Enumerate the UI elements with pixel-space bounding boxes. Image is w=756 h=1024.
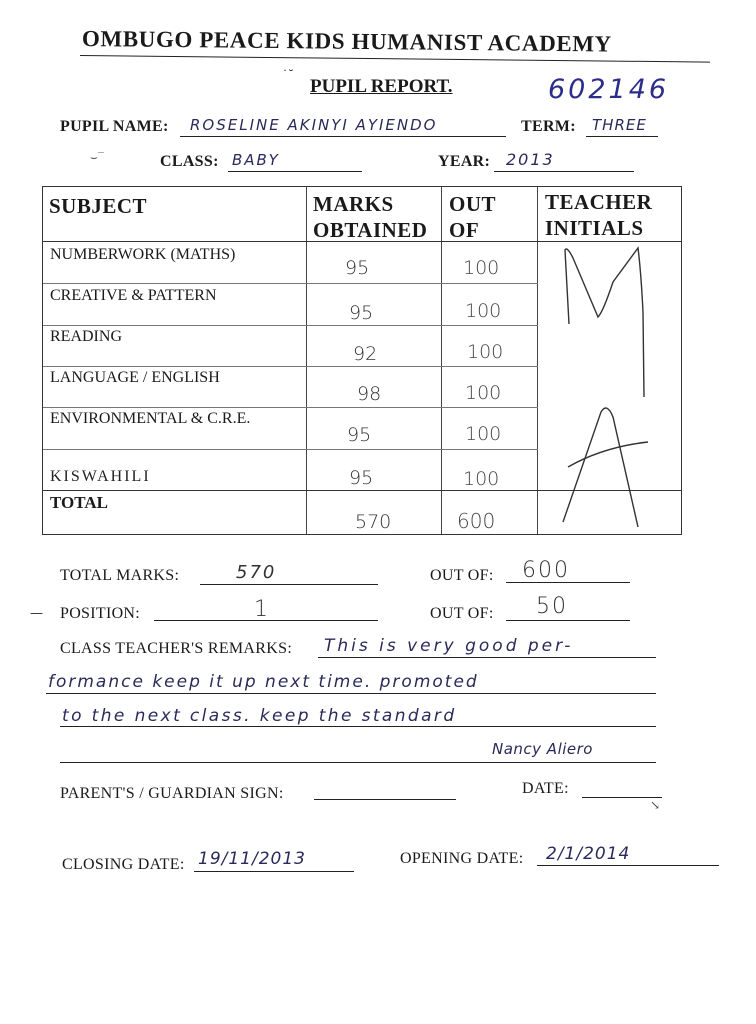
title-underline bbox=[80, 55, 710, 63]
total-label: TOTAL bbox=[50, 493, 108, 512]
col-divider bbox=[306, 187, 307, 534]
closing-date-value: 19/11/2013 bbox=[198, 849, 306, 869]
pupil-name-value: ROSELINE AKINYI AYIENDO bbox=[190, 116, 438, 134]
marks-creative: 95 bbox=[349, 302, 374, 324]
header-marks-line1: MARKS bbox=[313, 192, 394, 216]
outof-creative: 100 bbox=[465, 300, 502, 322]
header-subject: SUBJECT bbox=[49, 194, 148, 218]
row-divider bbox=[43, 325, 538, 326]
stray-mark: ⌣‾ bbox=[90, 150, 104, 164]
closing-date-label: CLOSING DATE: bbox=[62, 856, 185, 873]
header-teacher-line2: INITIALS bbox=[545, 216, 644, 240]
row-divider bbox=[43, 283, 538, 284]
marks-environmental: 95 bbox=[347, 424, 372, 446]
out-of-value-1: 600 bbox=[522, 558, 570, 583]
class-value: BABY bbox=[232, 151, 280, 169]
subject-reading: READING bbox=[50, 328, 122, 345]
subject-numberwork: NUMBERWORK (MATHS) bbox=[50, 246, 236, 263]
year-line bbox=[494, 171, 634, 172]
marks-reading: 92 bbox=[353, 343, 378, 365]
report-title: PUPIL REPORT. bbox=[310, 76, 453, 97]
header-marks bbox=[313, 191, 427, 243]
out-of-label-1: OUT OF: bbox=[430, 567, 494, 584]
stray-mark: ˙˘ bbox=[282, 68, 294, 82]
year-label: YEAR: bbox=[438, 153, 491, 170]
marks-kiswahili: 95 bbox=[349, 467, 374, 489]
col-divider bbox=[537, 187, 538, 534]
marks-total: 570 bbox=[355, 511, 392, 533]
header-out-of bbox=[449, 191, 496, 243]
term-value: THREE bbox=[592, 116, 647, 134]
pupil-name-line bbox=[180, 136, 506, 137]
pupil-name-label: PUPIL NAME: bbox=[60, 118, 169, 135]
stray-mark: ↘ bbox=[650, 798, 661, 812]
remarks-text-2: formance keep it up next time. promoted bbox=[48, 672, 479, 692]
term-label: TERM: bbox=[521, 118, 576, 135]
subject-creative: CREATIVE & PATTERN bbox=[50, 287, 217, 304]
row-divider bbox=[43, 366, 538, 367]
date-label: DATE: bbox=[522, 780, 569, 797]
subject-kiswahili: KISWAHILI bbox=[50, 468, 151, 485]
outof-kiswahili: 100 bbox=[463, 468, 500, 490]
outof-total: 600 bbox=[457, 509, 496, 533]
header-teacher-line1: TEACHER bbox=[545, 190, 653, 214]
position-label: POSITION: bbox=[60, 605, 141, 622]
remarks-line-3 bbox=[60, 726, 656, 727]
position-value: 1 bbox=[254, 597, 268, 622]
remarks-text-3: to the next class. keep the standard bbox=[62, 706, 457, 726]
opening-date-line bbox=[537, 865, 719, 866]
teacher-initials-signature bbox=[543, 242, 678, 532]
opening-date-value: 2/1/2014 bbox=[546, 844, 631, 864]
total-marks-label: TOTAL MARKS: bbox=[60, 567, 180, 584]
row-divider bbox=[43, 449, 538, 450]
remarks-line-1 bbox=[318, 657, 656, 658]
stray-mark: — bbox=[30, 606, 43, 621]
school-name: OMBUGO PEACE KIDS HUMANIST ACADEMY bbox=[81, 26, 612, 57]
marks-language: 98 bbox=[357, 383, 382, 405]
total-marks-line bbox=[200, 584, 378, 585]
out-of-line-2 bbox=[506, 620, 630, 621]
remarks-text-1: This is very good per- bbox=[324, 636, 574, 656]
subject-environmental: ENVIRONMENTAL & C.R.E. bbox=[50, 410, 251, 427]
parent-sign-line bbox=[314, 799, 456, 800]
header-outof-line2: OF bbox=[449, 218, 480, 242]
total-marks-value: 570 bbox=[236, 562, 277, 583]
teacher-signature: Nancy Aliero bbox=[492, 740, 593, 758]
term-line bbox=[586, 136, 658, 137]
outof-language: 100 bbox=[465, 382, 502, 404]
col-divider bbox=[441, 187, 442, 534]
out-of-value-2: 50 bbox=[536, 594, 568, 619]
remarks-line-2 bbox=[46, 693, 656, 694]
outof-numberwork: 100 bbox=[463, 257, 500, 279]
class-label: CLASS: bbox=[160, 153, 219, 170]
remarks-line-4 bbox=[60, 762, 656, 763]
header-marks-line2: OBTAINED bbox=[313, 218, 428, 242]
remarks-label: CLASS TEACHER'S REMARKS: bbox=[60, 640, 293, 657]
subject-language: LANGUAGE / ENGLISH bbox=[50, 369, 220, 386]
marks-table bbox=[42, 186, 682, 535]
out-of-label-2: OUT OF: bbox=[430, 605, 494, 622]
marks-numberwork: 95 bbox=[345, 257, 370, 279]
header-teacher-initials bbox=[545, 189, 652, 241]
row-divider bbox=[43, 407, 538, 408]
class-line bbox=[228, 171, 362, 172]
serial-number: 602146 bbox=[548, 74, 670, 105]
outof-reading: 100 bbox=[467, 341, 504, 363]
outof-environmental: 100 bbox=[465, 423, 502, 445]
year-value: 2013 bbox=[506, 150, 555, 169]
opening-date-label: OPENING DATE: bbox=[400, 850, 524, 867]
header-outof-line1: OUT bbox=[449, 192, 497, 216]
closing-date-line bbox=[194, 871, 354, 872]
parent-sign-label: PARENT'S / GUARDIAN SIGN: bbox=[60, 785, 284, 802]
